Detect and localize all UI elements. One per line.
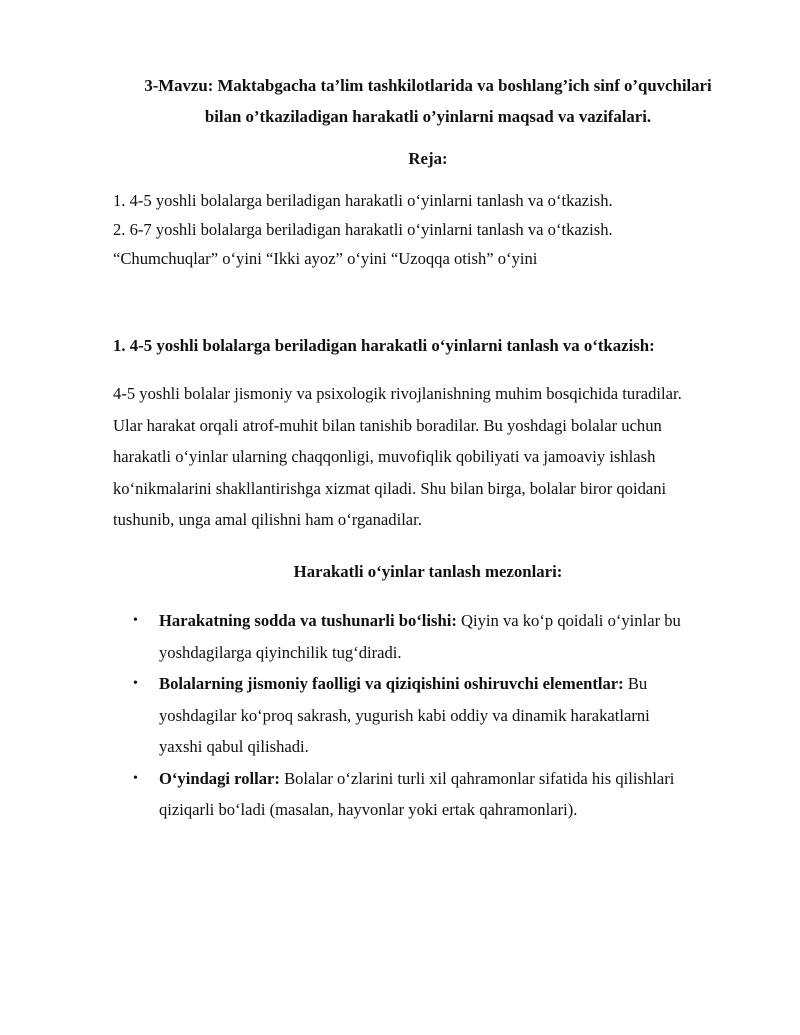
plan-item-2: 2. 6-7 yoshli bolalarga beriladigan harakatli o‘yinlarni tanlash va o‘tkazish.	[113, 220, 613, 239]
paragraph-line: 4-5 yoshli bolalar jismoniy va psixologik rivojlanishning muhim bosqichida turadilar.	[113, 384, 682, 403]
criteria-item-line: qiziqarli bo‘ladi (masalan, hayvonlar yoki ertak qahramonlari).	[159, 800, 578, 819]
title-line-2: bilan o’tkaziladigan harakatli o’yinlarni maqsad va vazifalari.	[204, 107, 652, 126]
plan-list	[113, 186, 753, 273]
criteria-item-1	[113, 605, 753, 668]
bullet-icon: •	[133, 770, 138, 786]
criteria-item-text: Bolalar o‘zlarini turli xil qahramonlar sifatida his qilishlari	[279, 768, 675, 788]
paragraph-line: harakatli o‘yinlar ularning chaqqonligi, muvofiqlik qobiliyati va jamoaviy ishlash	[113, 447, 656, 467]
paragraph-line: Ular harakat orqali atrof-muhit bilan tanishib boradilar. Bu yoshdagi bolalar uchun	[113, 415, 662, 435]
criteria-item-line: yoshdagilar ko‘proq sakrash, yugurish kabi oddiy va dinamik harakatlarni	[159, 705, 650, 725]
plan-item-1: 1. 4-5 yoshli bolalarga beriladigan harakatli o‘yinlarni tanlash va o‘tkazish.	[113, 191, 613, 210]
criteria-item-title: Bolalarning jismoniy faolligi va qiziqishini oshiruvchi elementlar:	[159, 674, 624, 693]
criteria-item-2	[113, 668, 753, 763]
criteria-item-3	[113, 763, 753, 826]
plan-heading: Reja:	[408, 149, 448, 168]
bullet-icon: •	[133, 613, 138, 628]
paragraph-line: ko‘nikmalarini shakllantirishga xizmat qiladi. Shu bilan birga, bolalar biror qoidani	[113, 478, 667, 498]
page-title	[100, 70, 756, 132]
bullet-icon: •	[133, 676, 138, 691]
criteria-list	[113, 605, 753, 826]
plan-item-3: “Chumchuqlar” o‘yini “Ikki ayoz” o‘yini “Uzoqqa otish” o‘yini	[113, 249, 538, 268]
criteria-item-title: O‘yindagi rollar:	[159, 768, 280, 788]
criteria-item-line	[159, 668, 753, 700]
criteria-item-line	[159, 605, 753, 637]
criteria-heading: Harakatli o‘yinlar tanlash mezonlari:	[293, 562, 563, 581]
paragraph-line: tushunib, unga amal qilishni ham o‘rganadilar.	[113, 510, 422, 530]
criteria-item-line: yoshdagilarga qiyinchilik tug‘diradi.	[159, 642, 402, 662]
section-1-heading: 1. 4-5 yoshli bolalarga beriladigan harakatli o‘yinlarni tanlash va o‘tkazish:	[113, 336, 655, 355]
criteria-item-text: Qiyin va ko‘p qoidali o‘yinlar bu	[456, 611, 681, 630]
title-line-1: 3-Mavzu: Maktabgacha ta’lim tashkilotlarida va boshlang’ich sinf o’quvchilari	[144, 76, 712, 95]
section-1-paragraph	[113, 378, 753, 536]
criteria-item-line	[159, 763, 753, 795]
criteria-item-line: yaxshi qabul qilishadi.	[159, 737, 309, 756]
criteria-item-title: Harakatning sodda va tushunarli bo‘lishi:	[159, 611, 457, 630]
criteria-item-text: Bu	[623, 674, 648, 693]
